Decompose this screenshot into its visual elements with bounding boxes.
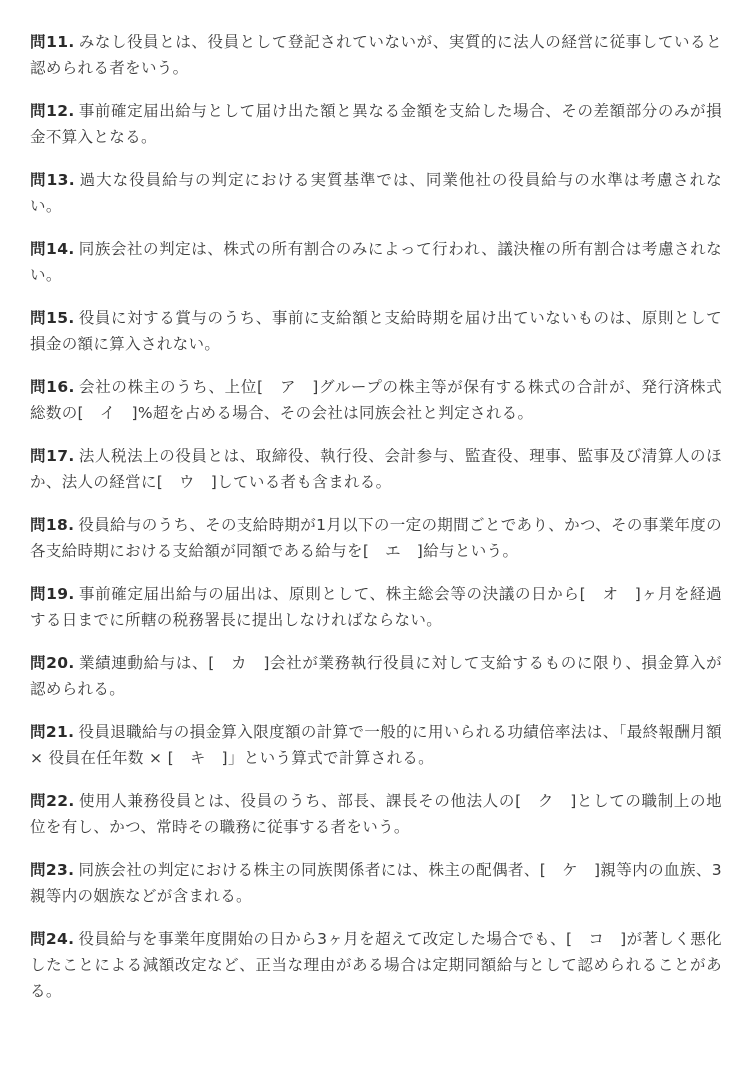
question-16	[30, 374, 722, 426]
question-12	[30, 98, 722, 150]
question-24	[30, 926, 722, 1004]
question-23	[30, 857, 722, 909]
question-11	[30, 29, 722, 81]
question-20	[30, 650, 722, 702]
question-text: みなし役員とは、役員として登記されていないが、実質的に法人の経営に従事していると認められる者をいう。	[30, 33, 722, 77]
question-text: 役員給与を事業年度開始の日から3ヶ月を超えて改定した場合でも、[ コ ]が著しく悪化したことによる減額改定など、正当な理由がある場合は定期同額給与として認められることがある。	[30, 930, 722, 1000]
question-text: 役員退職給与の損金算入限度額の計算で一般的に用いられる功績倍率法は、「最終報酬月額 × 役員在任年数 × [ キ ]」という算式で計算される。	[30, 723, 723, 767]
question-text: 過大な役員給与の判定における実質基準では、同業他社の役員給与の水準は考慮されない。	[30, 171, 722, 215]
question-number: 問18.	[30, 516, 75, 534]
question-number: 問17.	[30, 447, 75, 465]
question-17	[30, 443, 722, 495]
question-19	[30, 581, 722, 633]
question-number: 問12.	[30, 102, 75, 120]
question-number: 問21.	[30, 723, 75, 741]
question-number: 問24.	[30, 930, 75, 948]
question-number: 問15.	[30, 309, 75, 327]
question-14	[30, 236, 722, 288]
question-text: 同族会社の判定における株主の同族関係者には、株主の配偶者、[ ケ ]親等内の血族、3親等内の姻族などが含まれる。	[30, 861, 722, 905]
question-text: 同族会社の判定は、株式の所有割合のみによって行われ、議決権の所有割合は考慮されない。	[30, 240, 723, 284]
question-21	[30, 719, 722, 771]
question-text: 事前確定届出給与として届け出た額と異なる金額を支給した場合、その差額部分のみが損金不算入となる。	[30, 102, 722, 146]
question-number: 問20.	[30, 654, 75, 672]
question-number: 問19.	[30, 585, 75, 603]
question-text: 使用人兼務役員とは、役員のうち、部長、課長その他法人の[ ク ]としての職制上の地位を有し、かつ、常時その職務に従事する者をいう。	[30, 792, 723, 836]
question-text: 業績連動給与は、[ カ ]会社が業務執行役員に対して支給するものに限り、損金算入が認められる。	[30, 654, 723, 698]
question-number: 問11.	[30, 33, 75, 51]
question-22	[30, 788, 722, 840]
question-text: 法人税法上の役員とは、取締役、執行役、会計参与、監査役、理事、監事及び清算人のほか、法人の経営に[ ウ ]している者も含まれる。	[30, 447, 722, 491]
question-number: 問16.	[30, 378, 75, 396]
question-text: 役員に対する賞与のうち、事前に支給額と支給時期を届け出ていないものは、原則として損金の額に算入されない。	[30, 309, 722, 353]
question-15	[30, 305, 722, 357]
question-13	[30, 167, 722, 219]
question-number: 問13.	[30, 171, 75, 189]
question-number: 問23.	[30, 861, 75, 879]
question-number: 問22.	[30, 792, 75, 810]
question-number: 問14.	[30, 240, 75, 258]
question-text: 会社の株主のうち、上位[ ア ]グループの株主等が保有する株式の合計が、発行済株式総数の[ イ ]%超を占める場合、その会社は同族会社と判定される。	[30, 378, 723, 422]
question-text: 役員給与のうち、その支給時期が1月以下の一定の期間ごとであり、かつ、その事業年度の各支給時期における支給額が同額である給与を[ エ ]給与という。	[30, 516, 722, 560]
question-text: 事前確定届出給与の届出は、原則として、株主総会等の決議の日から[ オ ]ヶ月を経過する日までに所轄の税務署長に提出しなければならない。	[30, 585, 722, 629]
question-18	[30, 512, 722, 564]
